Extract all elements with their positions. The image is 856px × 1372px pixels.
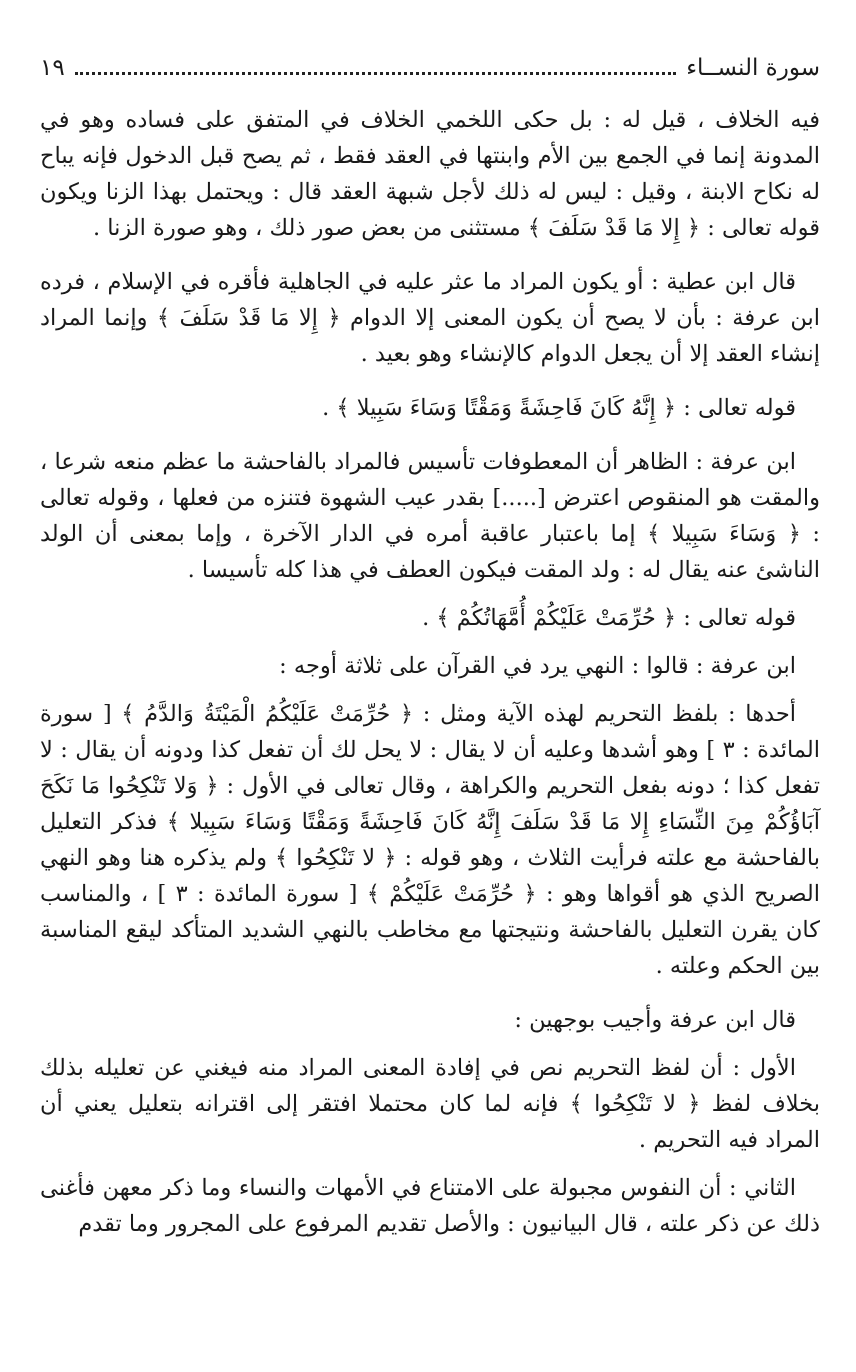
paragraph: قال ابن عطية : أو يكون المراد ما عثر عليه في الجاهلية فأقره في الإسلام ، فرده ابن عرفة : بأن لا يصح أن يكون المعنى إلا الدوام ﴿ إِلا مَا قَدْ سَلَفَ ﴾ وإنما المراد إنشاء العقد إلا أن يجعل الدوام كالإنشاء وهو بعيد .: [40, 269, 820, 367]
paragraph: ابن عرفة : قالوا : النهي يرد في القرآن على ثلاثة أوجه :: [279, 653, 796, 679]
page-header: [40, 48, 820, 88]
paragraph: قال ابن عرفة وأجيب بوجهين :: [514, 1007, 796, 1033]
dotted-leader: [75, 72, 677, 75]
paragraph: أحدها : بلفظ التحريم لهذه الآية ومثل : ﴿ حُرِّمَتْ عَلَيْكُمُ الْمَيْتَةُ وَالدَّمُ ﴾ [ سورة المائدة : ٣ ] وهو أشدها وعليه أن لا يقال : لا يحل لك أن تفعل كذا ودونه أن يقال : لا تفعل كذا ؛ دونه بفعل التحريم والكراهة ، وقال تعالى في الأول : ﴿ وَلا تَنْكِحُوا مَا نَكَحَ آبَاؤُكُمْ مِنَ النِّسَاءِ إِلا مَا قَدْ سَلَفَ إِنَّهُ كَانَ فَاحِشَةً وَمَقْتًا وَسَاءَ سَبِيلا ﴾ فذكر التعليل بالفاحشة مع علته فرأيت الثلاث ، وهو قوله : ﴿ لا تَنْكِحُوا ﴾ ولم يذكره هنا وهو النهي الصريح الذي هو أقواها وهو : ﴿ حُرِّمَتْ عَلَيْكُمْ ﴾ [ سورة المائدة : ٣ ] ، والمناسب كان يقرن التعليل بالفاحشة ونتيجتها مع مخاطب بالنهي الشديد المتأكد ليقع المناسبة بين الحكم وعلته .: [40, 701, 820, 979]
paragraph: الأول : أن لفظ التحريم نص في إفادة المعنى المراد منه فيغني عن تعليله بذلك بخلاف لفظ ﴿ لا تَنْكِحُوا ﴾ فإنه لما كان محتملا افتقر إلى اقترانه بتعليل يعني أن المراد فيه التحريم .: [40, 1055, 820, 1153]
document-page: [40, 48, 820, 1358]
paragraph: الثاني : أن النفوس مجبولة على الامتناع في الأمهات والنساء وما ذكر معهن فأغنى ذلك عن ذكر علته ، قال البيانيون : والأصل تقديم المرفوع على المجرور وما تقدم: [40, 1175, 820, 1237]
page-number: ١٩: [40, 55, 65, 81]
paragraph: قوله تعالى : ﴿ حُرِّمَتْ عَلَيْكُمْ أُمَّهَاتُكُمْ ﴾ .: [422, 605, 796, 631]
running-title: سورة النســاء: [686, 55, 820, 81]
paragraph: فيه الخلاف ، قيل له : بل حكى اللخمي الخلاف في المتفق على فساده وهو في المدونة إنما في الجمع بين الأم وابنتها في العقد فقط ، ثم يصح قبل الدخول فإنه يباح له نكاح الابنة ، وقيل : ليس له ذلك لأجل شبهة العقد قال : ويحتمل بهذا الزنا ويكون قوله تعالى : ﴿ إِلا مَا قَدْ سَلَفَ ﴾ مستثنى من بعض صور ذلك ، وهو صورة الزنا .: [40, 107, 820, 241]
paragraph: قوله تعالى : ﴿ إِنَّهُ كَانَ فَاحِشَةً وَمَقْتًا وَسَاءَ سَبِيلا ﴾ .: [322, 395, 796, 421]
paragraph: ابن عرفة : الظاهر أن المعطوفات تأسيس فالمراد بالفاحشة ما عظم منعه شرعا ، والمقت هو المنقوص اعترض [.....] بقدر عيب الشهوة فتنزه من فعلها ، وقوله تعالى : ﴿ وَسَاءَ سَبِيلا ﴾ إما باعتبار عاقبة أمره في الدار الآخرة ، وإما بمعنى أن الولد الناشئ عنه يقال له : ولد المقت فيكون العطف في هذا كله تأسيسا .: [40, 449, 820, 583]
